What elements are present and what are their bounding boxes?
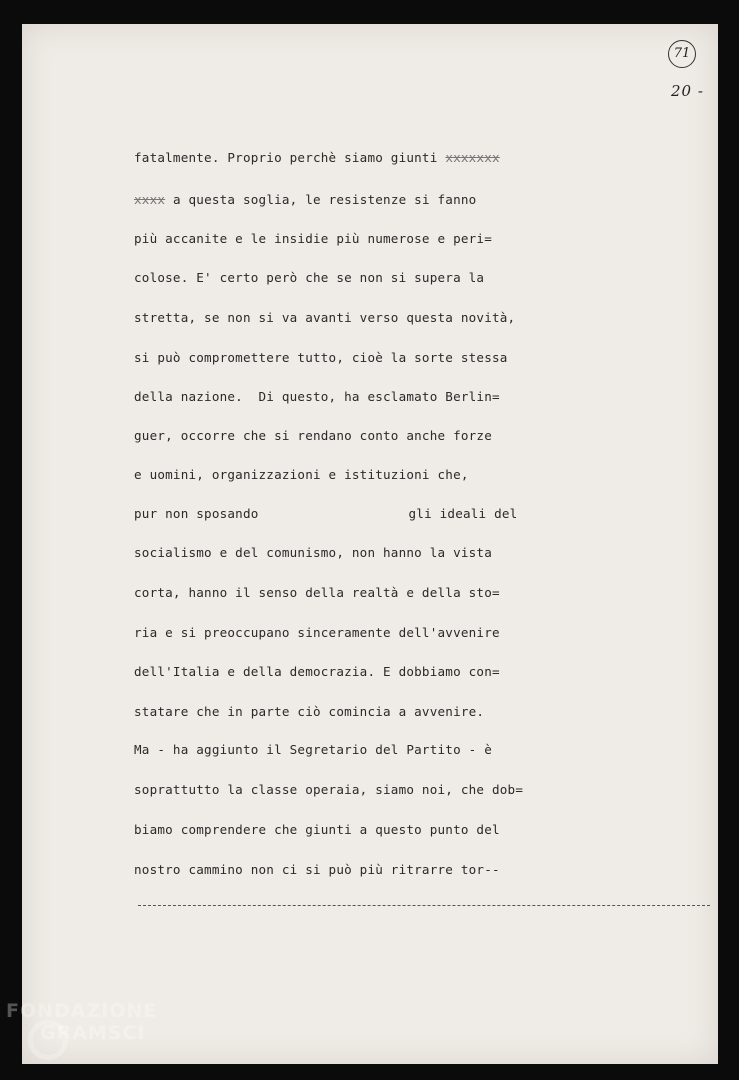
text-line: dell'Italia e della democrazia. E dobbiamo con= <box>134 664 500 679</box>
text-line: si può compromettere tutto, cioè la sorte stessa <box>134 350 508 365</box>
text-line-content: a questa soglia, le resistenze si fanno <box>172 192 477 207</box>
text-line: ria e si preoccupano sinceramente dell'avvenire <box>134 625 500 640</box>
text-line: guer, occorre che si rendano conto anche forze <box>134 428 492 443</box>
page-number: 20 - <box>671 82 704 100</box>
document-page <box>22 24 718 1064</box>
struck-word: xxxx <box>134 192 166 207</box>
text-line <box>134 192 476 207</box>
text-line: della nazione. Di questo, ha esclamato Berlin= <box>134 389 500 404</box>
watermark-line-1: FONDAZIONE <box>6 1000 158 1022</box>
text-line-content: pur non sposando <box>134 506 259 521</box>
text-line: corta, hanno il senso della realtà e della sto= <box>134 585 500 600</box>
text-line: e uomini, organizzazioni e istituzioni che, <box>134 467 469 482</box>
text-line: nostro cammino non ci si può più ritrarre tor-- <box>134 862 500 877</box>
text-line: socialismo e del comunismo, non hanno la vista <box>134 545 492 560</box>
text-line: più accanite e le insidie più numerose e peri= <box>134 231 492 246</box>
text-line <box>134 506 517 521</box>
text-line: Ma - ha aggiunto il Segretario del Partito - è <box>134 742 492 757</box>
struck-word: xxxxxxx <box>445 150 500 165</box>
text-line <box>134 150 500 165</box>
text-line: colose. E' certo però che se non si supera la <box>134 270 485 285</box>
text-line: biamo comprendere che giunti a questo punto del <box>134 822 500 837</box>
text-line: stretta, se non si va avanti verso questa novità, <box>134 310 516 325</box>
text-line: soprattutto la classe operaia, siamo noi, che dob= <box>134 782 524 797</box>
watermark-line-2: GRAMSCI <box>40 1022 146 1044</box>
dashed-divider <box>138 905 710 906</box>
text-line: statare che in parte ciò comincia a avvenire. <box>134 704 485 719</box>
text-line-content: fatalmente. Proprio perchè siamo giunti <box>134 150 438 165</box>
watermark-logo <box>6 1000 157 1044</box>
archive-page-number: 71 <box>668 40 696 68</box>
logo-g-icon <box>28 1020 68 1060</box>
text-line-content: gli ideali del <box>408 506 518 521</box>
